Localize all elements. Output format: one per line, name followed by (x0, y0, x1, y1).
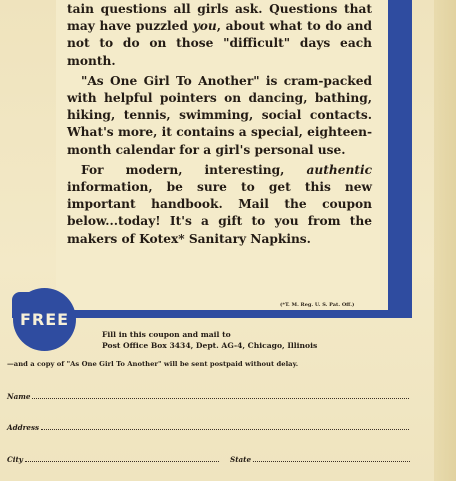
coupon-instruction-line-2: Post Office Box 3434, Dept. AG-4, Chicago, Illinois (102, 340, 318, 350)
ad-paragraph-3: For modern, interesting, authentic information, be sure to get this new important handbook. Mail the coupon below...today! It's a gift to you from the makers of Kotex* Sanitary Napkins. (67, 162, 372, 246)
emphasis-word: authentic (306, 162, 372, 177)
name-field-label: Name (7, 392, 31, 401)
city-field[interactable] (7, 452, 219, 464)
emphasis-word: you (192, 19, 217, 34)
trademark-note: (*T. M. Reg. U. S. Pat. Off.) (280, 302, 355, 308)
ad-paragraph-1: tain questions all girls ask. Questions that may have puzzled you, about what to do and not to do on those "difficult" days each month. (67, 2, 372, 68)
name-field[interactable] (7, 389, 409, 401)
address-field[interactable] (7, 420, 409, 432)
page-edge (434, 0, 456, 481)
city-field-line[interactable] (25, 461, 219, 462)
blue-border-vertical (388, 0, 412, 318)
coupon-instructions (102, 330, 317, 351)
name-field-line[interactable] (32, 398, 409, 399)
coupon-offer-line: —and a copy of "As One Girl To Another" will be sent postpaid without delay. (7, 360, 299, 368)
free-badge (13, 288, 76, 351)
state-field[interactable] (230, 452, 410, 464)
address-field-line[interactable] (41, 429, 409, 430)
state-field-label: State (230, 455, 252, 464)
ad-body-copy (67, 1, 372, 248)
city-field-label: City (7, 455, 23, 464)
address-field-label: Address (7, 423, 40, 432)
free-badge-label: FREE (19, 310, 70, 329)
ad-paragraph-2: "As One Girl To Another" is cram-packed with helpful pointers on dancing, bathing, hiking, tennis, swimming, social contacts. What's more, it contains a special, eighteen-month calendar for a girl's personal use. (67, 73, 372, 157)
state-field-line[interactable] (253, 461, 410, 462)
coupon-instruction-line-1: Fill in this coupon and mail to (102, 330, 231, 339)
